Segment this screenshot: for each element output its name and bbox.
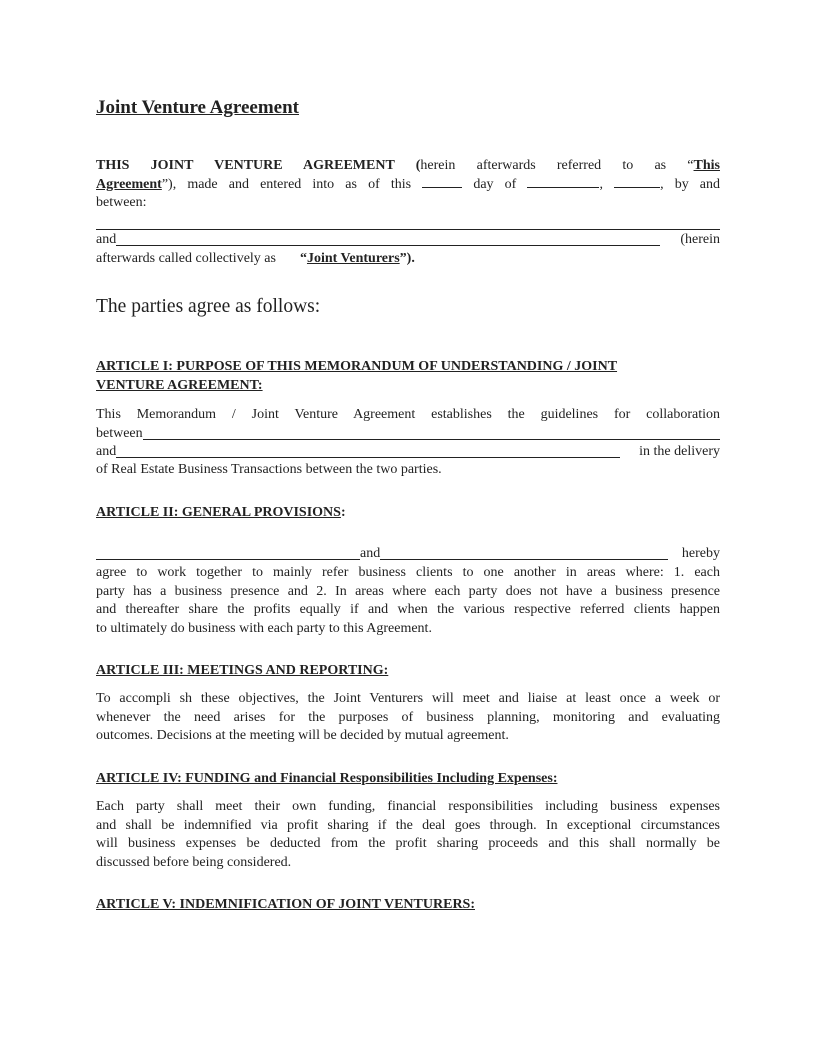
document-page: [96, 0, 720, 1056]
year-blank[interactable]: [614, 176, 660, 188]
article-5-heading: ARTICLE V: INDEMNIFICATION OF JOINT VENTURERS:: [96, 897, 475, 912]
and-party-row: and (herein: [96, 232, 720, 247]
intro-paragraph: [96, 157, 720, 213]
article-1-and-row: and in the delivery: [96, 444, 720, 459]
document-title: Joint Venture Agreement: [96, 97, 300, 118]
collective-name-row: afterwards called collectively as “ Joint Venturers ”).: [96, 251, 415, 266]
parties-agree-subtitle: The parties agree as follows:: [96, 296, 321, 317]
article-2-heading: ARTICLE II: GENERAL PROVISIONS:: [96, 505, 346, 520]
month-blank[interactable]: [527, 176, 599, 188]
article-1-heading: ARTICLE I: PURPOSE OF THIS MEMORANDUM OF UNDERSTANDING / JOINT VENTURE AGREEMENT:: [96, 359, 618, 393]
article-1-paragraph: This Memorandum / Joint Venture Agreement establishes the guidelines for collaboration: [96, 407, 720, 422]
article-4-paragraph: Each party shall meet their own funding, financial responsibilities including business expenses and shall be indemnified via profit sharing if the deal goes through. In exceptional circumstances will business expenses be deducted from the profit sharing proceeds and this shall normally be discussed before being considered.: [96, 799, 720, 870]
article-3-paragraph: To accompli sh these objectives, the Joint Venturers will meet and liaise at least once a week or whenever the need arises for the purposes of business planning, monitoring and evaluating outcomes. Decisions at the meeting will be decided by mutual agreement.: [96, 691, 720, 743]
day-blank[interactable]: [422, 176, 462, 188]
article-1-party-one-blank[interactable]: [143, 439, 720, 440]
party-one-blank-line[interactable]: [96, 229, 720, 230]
article-1-between-row: between: [96, 425, 720, 444]
article-3-heading: ARTICLE III: MEETINGS AND REPORTING:: [96, 663, 389, 678]
party-two-blank[interactable]: [116, 245, 660, 246]
article-2-paragraph: agree to work together to mainly refer business clients to one another in areas where: 1. each party has a business presence and 2. In areas where each party does not have a business presence and thereafter share the profits equally if and when the various respective referred clients happen to ultimately do business with each party to this Agreement.: [96, 565, 720, 636]
article-2-party-two-blank[interactable]: [380, 559, 668, 560]
article-4-heading: ARTICLE IV: FUNDING and Financial Responsibilities Including Expenses:: [96, 771, 558, 786]
article-2-party-one-blank[interactable]: [96, 559, 360, 560]
article-2-parties-row: and hereby: [96, 545, 720, 564]
article-1-party-two-blank[interactable]: [116, 457, 620, 458]
intro-line-2: Agreement”), made and entered into as of this day of , , by and: [96, 176, 720, 192]
article-1-last-row: of Real Estate Business Transactions between the two parties.: [96, 462, 442, 477]
intro-line-1: THIS JOINT VENTURE AGREEMENT (herein afterwards referred to as “This: [96, 158, 720, 173]
intro-line-3: between:: [96, 195, 147, 210]
